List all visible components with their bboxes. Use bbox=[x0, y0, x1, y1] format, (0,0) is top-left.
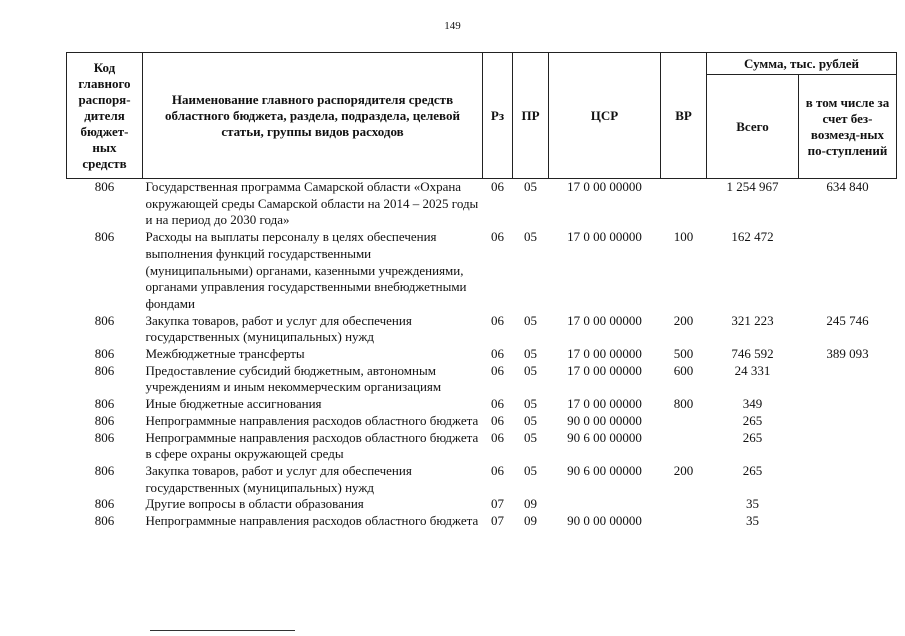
cell-name: Закупка товаров, работ и услуг для обеспечения государственных (муниципальных) нужд bbox=[145, 312, 412, 345]
cell-rz: 06 bbox=[491, 229, 504, 245]
cell-code: 806 bbox=[94, 429, 115, 445]
table-row bbox=[67, 313, 897, 346]
cell-vr bbox=[661, 513, 707, 530]
cell-rz: 06 bbox=[491, 462, 504, 478]
table-header bbox=[67, 53, 897, 179]
cell-code: 806 bbox=[94, 412, 115, 428]
cell-name: Расходы на выплаты персоналу в целях обеспечения выполнения функций государственными (муниципальными) органами, казенными учреждениями, органами управления государственными внебюджетными фондами bbox=[145, 229, 467, 311]
cell-csr: 90 0 00 00000 bbox=[567, 513, 642, 529]
cell-csr: 17 0 00 00000 bbox=[567, 312, 642, 328]
cell-total: 35 bbox=[746, 513, 759, 529]
header-total: Всего bbox=[707, 75, 799, 179]
cell-grants bbox=[799, 513, 897, 530]
cell-name: Межбюджетные трансферты bbox=[145, 346, 305, 362]
cell-rz: 06 bbox=[491, 312, 504, 328]
table-row bbox=[67, 346, 897, 363]
cell-csr: 90 6 00 00000 bbox=[567, 462, 642, 478]
cell-grants bbox=[799, 463, 897, 496]
cell-total: 321 223 bbox=[731, 312, 774, 328]
cell-csr: 90 6 00 00000 bbox=[567, 429, 642, 445]
cell-grants bbox=[799, 363, 897, 396]
cell-grants: 389 093 bbox=[826, 346, 869, 362]
cell-total: 746 592 bbox=[731, 346, 774, 362]
header-rz: Рз bbox=[483, 53, 513, 179]
cell-vr bbox=[661, 496, 707, 513]
footnote-rule bbox=[150, 630, 295, 631]
table-row bbox=[67, 179, 897, 230]
cell-grants bbox=[799, 430, 897, 463]
cell-pr: 05 bbox=[524, 229, 537, 245]
cell-grants bbox=[799, 496, 897, 513]
header-name: Наименование главного распорядителя средств областного бюджета, раздела, подраздела, целевой статьи, группы видов расходов bbox=[143, 53, 483, 179]
header-sum: Сумма, тыс. рублей bbox=[707, 53, 897, 75]
cell-code: 806 bbox=[94, 462, 115, 478]
cell-rz: 06 bbox=[491, 362, 504, 378]
cell-code: 806 bbox=[94, 362, 115, 378]
cell-grants bbox=[799, 413, 897, 430]
cell-code: 806 bbox=[94, 179, 115, 194]
cell-code: 806 bbox=[94, 312, 115, 328]
cell-total: 265 bbox=[742, 429, 763, 445]
cell-pr: 09 bbox=[524, 513, 537, 529]
cell-vr bbox=[661, 413, 707, 430]
cell-csr bbox=[549, 496, 661, 513]
cell-name: Иные бюджетные ассигнования bbox=[145, 396, 322, 412]
cell-pr: 05 bbox=[524, 396, 537, 412]
cell-total: 349 bbox=[742, 396, 763, 412]
cell-name: Государственная программа Самарской области «Охрана окружающей среды Самарской области на 2014 – 2025 годы и на период до 2030 года» bbox=[145, 179, 479, 228]
cell-vr: 200 bbox=[673, 462, 694, 478]
cell-total: 1 254 967 bbox=[726, 179, 779, 194]
table-row bbox=[67, 430, 897, 463]
table-body bbox=[67, 179, 897, 530]
cell-vr bbox=[661, 430, 707, 463]
cell-pr: 09 bbox=[524, 496, 537, 512]
cell-rz: 07 bbox=[491, 496, 504, 512]
cell-vr: 500 bbox=[673, 346, 694, 362]
cell-csr: 17 0 00 00000 bbox=[567, 346, 642, 362]
table-row bbox=[67, 496, 897, 513]
table-row bbox=[67, 229, 897, 313]
cell-vr: 800 bbox=[673, 396, 694, 412]
cell-code: 806 bbox=[94, 496, 115, 512]
cell-vr: 100 bbox=[673, 229, 694, 245]
cell-name: Закупка товаров, работ и услуг для обеспечения государственных (муниципальных) нужд bbox=[145, 462, 412, 495]
cell-rz: 06 bbox=[491, 396, 504, 412]
cell-total: 265 bbox=[742, 462, 763, 478]
cell-code: 806 bbox=[94, 513, 115, 529]
cell-total: 162 472 bbox=[731, 229, 774, 245]
cell-rz: 06 bbox=[491, 412, 504, 428]
cell-code: 806 bbox=[94, 346, 115, 362]
cell-vr: 200 bbox=[673, 312, 694, 328]
cell-pr: 05 bbox=[524, 429, 537, 445]
cell-pr: 05 bbox=[524, 312, 537, 328]
cell-grants: 634 840 bbox=[826, 179, 869, 194]
cell-code: 806 bbox=[94, 396, 115, 412]
table-row bbox=[67, 363, 897, 396]
cell-code: 806 bbox=[94, 229, 115, 245]
page-number: 149 bbox=[444, 20, 461, 32]
header-pr: ПР bbox=[513, 53, 549, 179]
cell-total: 35 bbox=[746, 496, 759, 512]
cell-pr: 05 bbox=[524, 362, 537, 378]
cell-rz: 06 bbox=[491, 179, 504, 194]
header-code: Код главного распоря-дителя бюджет-ных средств bbox=[67, 53, 143, 179]
table-row bbox=[67, 396, 897, 413]
cell-name: Непрограммные направления расходов областного бюджета bbox=[145, 412, 479, 428]
cell-csr: 17 0 00 00000 bbox=[567, 229, 642, 245]
cell-total: 24 331 bbox=[734, 362, 771, 378]
cell-csr: 17 0 00 00000 bbox=[567, 396, 642, 412]
cell-rz: 06 bbox=[491, 346, 504, 362]
cell-total: 265 bbox=[742, 412, 763, 428]
budget-table bbox=[66, 52, 897, 530]
cell-rz: 06 bbox=[491, 429, 504, 445]
header-grants: в том числе за счет без-возмезд-ных по-ступлений bbox=[799, 75, 897, 179]
cell-name: Другие вопросы в области образования bbox=[145, 496, 364, 512]
cell-pr: 05 bbox=[524, 462, 537, 478]
cell-csr: 17 0 00 00000 bbox=[567, 362, 642, 378]
cell-vr: 600 bbox=[673, 362, 694, 378]
cell-grants bbox=[799, 229, 897, 313]
cell-name: Непрограммные направления расходов областного бюджета bbox=[145, 513, 479, 529]
table-row bbox=[67, 463, 897, 496]
header-vr: ВР bbox=[661, 53, 707, 179]
cell-name: Предоставление субсидий бюджетным, автономным учреждениям и иным некоммерческим организациям bbox=[145, 362, 442, 395]
cell-grants: 245 746 bbox=[826, 312, 869, 328]
cell-csr: 17 0 00 00000 bbox=[567, 179, 642, 194]
cell-rz: 07 bbox=[491, 513, 504, 529]
cell-name: Непрограммные направления расходов областного бюджета в сфере охраны окружающей среды bbox=[145, 429, 479, 462]
cell-csr: 90 0 00 00000 bbox=[567, 412, 642, 428]
table-row bbox=[67, 513, 897, 530]
cell-grants bbox=[799, 396, 897, 413]
cell-pr: 05 bbox=[524, 412, 537, 428]
table-row bbox=[67, 413, 897, 430]
cell-pr: 05 bbox=[524, 179, 537, 194]
header-csr: ЦСР bbox=[549, 53, 661, 179]
cell-vr bbox=[661, 179, 707, 230]
cell-pr: 05 bbox=[524, 346, 537, 362]
